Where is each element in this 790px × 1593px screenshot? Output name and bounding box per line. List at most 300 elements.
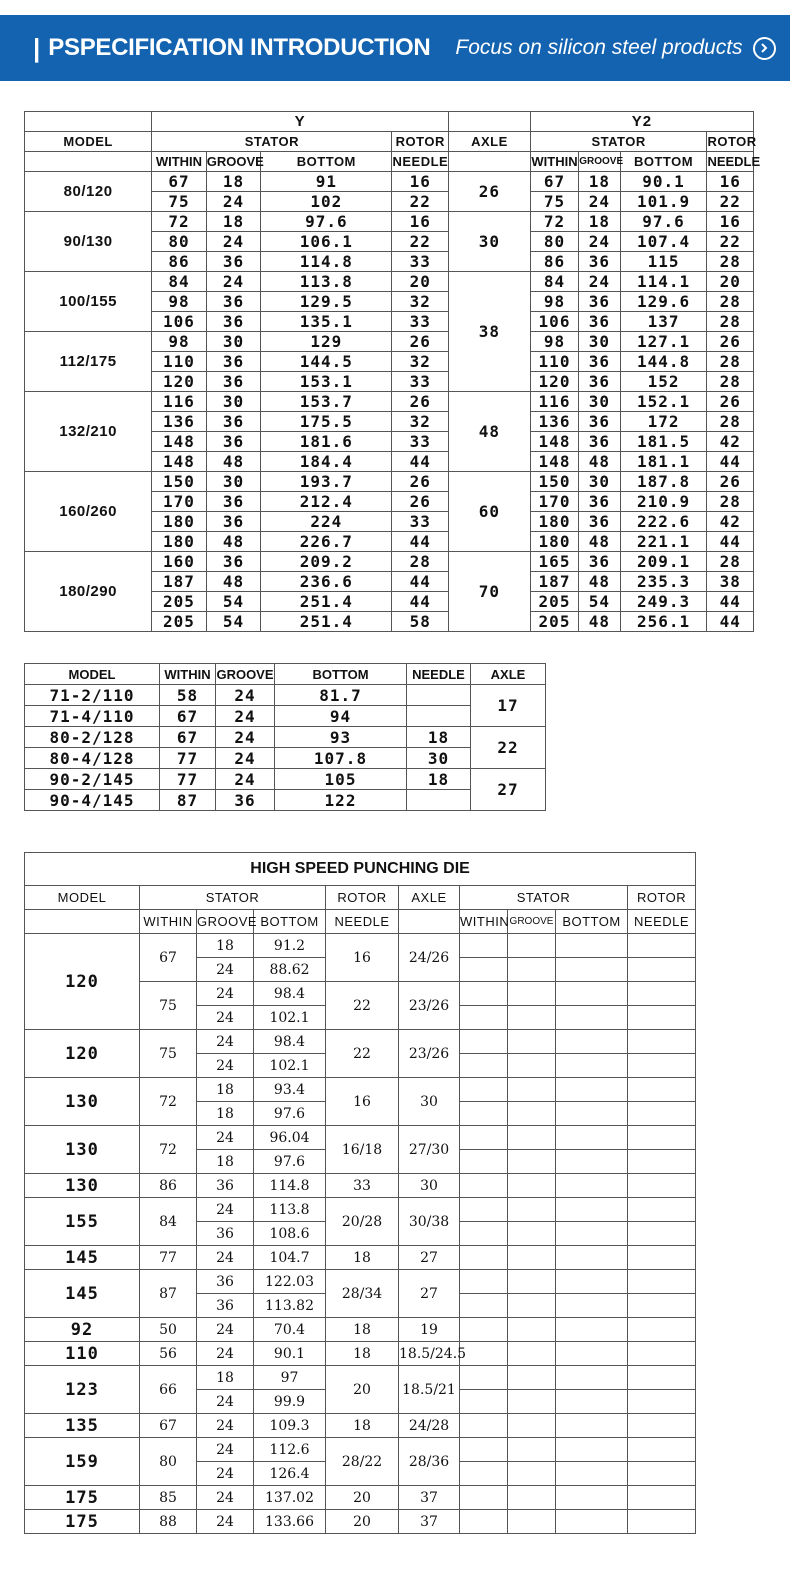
empty-cell bbox=[556, 1366, 628, 1390]
table-cell: 30 bbox=[579, 392, 620, 412]
axle-cell: 24/28 bbox=[399, 1414, 460, 1438]
within-cell: 50 bbox=[140, 1318, 197, 1342]
table-row bbox=[25, 272, 754, 292]
table-cell: 48 bbox=[206, 532, 261, 552]
header-row bbox=[25, 152, 754, 172]
empty-cell bbox=[460, 1486, 508, 1510]
table-row bbox=[25, 1342, 696, 1366]
empty-cell bbox=[556, 1390, 628, 1414]
axle-cell: 18.5/24.5 bbox=[399, 1342, 460, 1366]
table-cell bbox=[407, 706, 471, 727]
axle-cell: 24/26 bbox=[399, 934, 460, 982]
header-cell bbox=[399, 910, 460, 934]
table-cell: 16 bbox=[707, 212, 754, 232]
empty-cell bbox=[460, 1174, 508, 1198]
table-cell: 36 bbox=[206, 292, 261, 312]
table-cell: 101.9 bbox=[620, 192, 707, 212]
empty-cell bbox=[628, 1198, 696, 1222]
table-cell: 180 bbox=[152, 532, 207, 552]
empty-cell bbox=[556, 982, 628, 1006]
empty-cell bbox=[628, 1174, 696, 1198]
empty-cell bbox=[556, 1054, 628, 1078]
table-cell: 28 bbox=[707, 292, 754, 312]
table-cell: 153.1 bbox=[261, 372, 392, 392]
table-cell: 18 bbox=[579, 172, 620, 192]
table-cell: 16 bbox=[392, 212, 449, 232]
table-cell: 148 bbox=[530, 432, 578, 452]
empty-cell bbox=[556, 1486, 628, 1510]
axle-cell: 27 bbox=[399, 1270, 460, 1318]
empty-cell bbox=[460, 1126, 508, 1150]
table-cell: 152 bbox=[620, 372, 707, 392]
table-cell: 22 bbox=[392, 232, 449, 252]
table-cell: 148 bbox=[152, 452, 207, 472]
header-rotor: ROTOR bbox=[628, 886, 696, 910]
table-cell: 98 bbox=[530, 292, 578, 312]
needle-cell: 20 bbox=[326, 1486, 399, 1510]
header-within: WITHIN bbox=[460, 910, 508, 934]
empty-cell bbox=[508, 958, 556, 982]
empty-cell bbox=[556, 1294, 628, 1318]
bottom-cell: 70.4 bbox=[254, 1318, 326, 1342]
axle-cell: 37 bbox=[399, 1510, 460, 1534]
empty-cell bbox=[556, 1174, 628, 1198]
table-cell: 36 bbox=[579, 252, 620, 272]
empty-cell bbox=[508, 1486, 556, 1510]
axle-cell: 23/26 bbox=[399, 982, 460, 1030]
table-cell: 77 bbox=[160, 769, 216, 790]
table-cell: 148 bbox=[530, 452, 578, 472]
needle-cell: 22 bbox=[326, 982, 399, 1030]
empty-cell bbox=[628, 1390, 696, 1414]
groove-cell: 24 bbox=[197, 1510, 254, 1534]
table-row bbox=[25, 769, 546, 790]
table-cell: 116 bbox=[152, 392, 207, 412]
within-cell: 87 bbox=[140, 1270, 197, 1318]
bottom-cell: 93.4 bbox=[254, 1078, 326, 1102]
groove-cell: 36 bbox=[197, 1270, 254, 1294]
empty-cell bbox=[556, 1126, 628, 1150]
table-cell: 187 bbox=[152, 572, 207, 592]
empty-cell bbox=[508, 1030, 556, 1054]
table-cell: 205 bbox=[530, 592, 578, 612]
model-cell: 90/130 bbox=[25, 212, 152, 272]
groove-cell: 24 bbox=[197, 982, 254, 1006]
empty-cell bbox=[508, 1198, 556, 1222]
axle-cell: 30 bbox=[399, 1078, 460, 1126]
empty-cell bbox=[556, 1246, 628, 1270]
header-stator: STATOR bbox=[460, 886, 628, 910]
table-cell: 24 bbox=[216, 748, 275, 769]
groove-cell: 24 bbox=[197, 1006, 254, 1030]
table-cell: 48 bbox=[579, 532, 620, 552]
header-cell bbox=[449, 112, 531, 132]
table-cell: 36 bbox=[206, 312, 261, 332]
table-cell: 98 bbox=[152, 332, 207, 352]
table-row bbox=[25, 1510, 696, 1534]
model-cell: 130 bbox=[25, 1174, 140, 1198]
table-cell: 97.6 bbox=[261, 212, 392, 232]
empty-cell bbox=[628, 1054, 696, 1078]
bottom-cell: 90.1 bbox=[254, 1342, 326, 1366]
empty-cell bbox=[628, 1150, 696, 1174]
empty-cell bbox=[556, 1318, 628, 1342]
table-cell: 28 bbox=[707, 312, 754, 332]
table-cell: 129.6 bbox=[620, 292, 707, 312]
table-cell: 181.6 bbox=[261, 432, 392, 452]
table-cell: 26 bbox=[707, 332, 754, 352]
table-row bbox=[25, 790, 546, 811]
model-cell: 112/175 bbox=[25, 332, 152, 392]
header-groove: GROOVE bbox=[216, 664, 275, 685]
table-cell: 90.1 bbox=[620, 172, 707, 192]
table-cell: 212.4 bbox=[261, 492, 392, 512]
header-cell bbox=[449, 152, 531, 172]
table-row bbox=[25, 1414, 696, 1438]
table-cell: 91 bbox=[261, 172, 392, 192]
empty-cell bbox=[460, 1150, 508, 1174]
table-cell: 77 bbox=[160, 748, 216, 769]
axle-cell: 30/38 bbox=[399, 1198, 460, 1246]
within-cell: 84 bbox=[140, 1198, 197, 1246]
table-cell: 26 bbox=[707, 392, 754, 412]
table-cell: 18 bbox=[407, 769, 471, 790]
table-cell: 160 bbox=[152, 552, 207, 572]
empty-cell bbox=[460, 1438, 508, 1462]
table-cell: 36 bbox=[206, 252, 261, 272]
empty-cell bbox=[460, 1006, 508, 1030]
bottom-cell: 126.4 bbox=[254, 1462, 326, 1486]
needle-cell: 20/28 bbox=[326, 1198, 399, 1246]
table-cell: 105 bbox=[275, 769, 407, 790]
table-cell: 33 bbox=[392, 432, 449, 452]
table-row bbox=[25, 727, 546, 748]
table-cell: 180 bbox=[530, 512, 578, 532]
table-cell: 36 bbox=[579, 432, 620, 452]
table-cell: 181.1 bbox=[620, 452, 707, 472]
table-cell: 24 bbox=[216, 727, 275, 748]
empty-cell bbox=[628, 1342, 696, 1366]
model-cell: 120 bbox=[25, 1030, 140, 1078]
table-row bbox=[25, 1126, 696, 1150]
table-cell: 22 bbox=[707, 192, 754, 212]
table-cell: 97.6 bbox=[620, 212, 707, 232]
table-cell: 72 bbox=[152, 212, 207, 232]
within-cell: 67 bbox=[140, 1414, 197, 1438]
empty-cell bbox=[460, 1342, 508, 1366]
table-cell: 180 bbox=[152, 512, 207, 532]
header-rotor: ROTOR bbox=[326, 886, 399, 910]
table-row bbox=[25, 685, 546, 706]
table-cell: 28 bbox=[392, 552, 449, 572]
groove-cell: 18 bbox=[197, 1366, 254, 1390]
empty-cell bbox=[508, 1510, 556, 1534]
model-cell: 175 bbox=[25, 1486, 140, 1510]
table-cell: 36 bbox=[579, 352, 620, 372]
empty-cell bbox=[628, 1294, 696, 1318]
empty-cell bbox=[508, 1318, 556, 1342]
table-cell: 30 bbox=[206, 392, 261, 412]
header-stator: STATOR bbox=[140, 886, 326, 910]
table-cell: 44 bbox=[392, 452, 449, 472]
table-cell: 221.1 bbox=[620, 532, 707, 552]
table-cell: 36 bbox=[579, 292, 620, 312]
bottom-cell: 88.62 bbox=[254, 958, 326, 982]
axle-cell: 17 bbox=[471, 685, 546, 727]
table-cell: 44 bbox=[392, 572, 449, 592]
caption-row bbox=[25, 853, 696, 886]
axle-cell: 27 bbox=[471, 769, 546, 811]
empty-cell bbox=[556, 1078, 628, 1102]
table-cell: 94 bbox=[275, 706, 407, 727]
table-cell: 106.1 bbox=[261, 232, 392, 252]
needle-cell: 18 bbox=[326, 1414, 399, 1438]
table-cell: 114.1 bbox=[620, 272, 707, 292]
header-groove: GROOVE bbox=[206, 152, 261, 172]
table-cell: 54 bbox=[579, 592, 620, 612]
model-cell: 71-4/110 bbox=[25, 706, 160, 727]
table-cell: 33 bbox=[392, 252, 449, 272]
table-cell: 67 bbox=[152, 172, 207, 192]
bottom-cell: 102.1 bbox=[254, 1054, 326, 1078]
groove-cell: 24 bbox=[197, 1198, 254, 1222]
header-groove: GROOVE bbox=[197, 910, 254, 934]
needle-cell: 16 bbox=[326, 934, 399, 982]
table-cell: 249.3 bbox=[620, 592, 707, 612]
needle-cell: 18 bbox=[326, 1246, 399, 1270]
table-cell: 28 bbox=[707, 412, 754, 432]
empty-cell bbox=[628, 1126, 696, 1150]
table-cell: 235.3 bbox=[620, 572, 707, 592]
table-cell: 32 bbox=[392, 352, 449, 372]
table-cell: 26 bbox=[392, 472, 449, 492]
needle-cell: 20 bbox=[326, 1510, 399, 1534]
table-cell: 18 bbox=[206, 172, 261, 192]
table-cell: 98 bbox=[530, 332, 578, 352]
table-cell: 26 bbox=[392, 392, 449, 412]
table-cell: 48 bbox=[579, 572, 620, 592]
needle-cell: 16 bbox=[326, 1078, 399, 1126]
table-cell: 48 bbox=[206, 572, 261, 592]
header-cell bbox=[25, 112, 152, 132]
axle-cell: 38 bbox=[449, 272, 531, 392]
groove-cell: 36 bbox=[197, 1174, 254, 1198]
model-cell: 159 bbox=[25, 1438, 140, 1486]
header-bottom: BOTTOM bbox=[254, 910, 326, 934]
table-cell: 150 bbox=[152, 472, 207, 492]
table-cell: 165 bbox=[530, 552, 578, 572]
table-cell: 175.5 bbox=[261, 412, 392, 432]
small-motor-spec-table bbox=[24, 663, 546, 811]
header-bottom: BOTTOM bbox=[620, 152, 707, 172]
model-cell: 132/210 bbox=[25, 392, 152, 472]
axle-cell: 70 bbox=[449, 552, 531, 632]
table-cell: 170 bbox=[530, 492, 578, 512]
axle-cell: 23/26 bbox=[399, 1030, 460, 1078]
table-cell: 93 bbox=[275, 727, 407, 748]
empty-cell bbox=[628, 1366, 696, 1390]
table-cell: 251.4 bbox=[261, 592, 392, 612]
table-cell: 209.1 bbox=[620, 552, 707, 572]
model-cell: 180/290 bbox=[25, 552, 152, 632]
groove-cell: 24 bbox=[197, 1030, 254, 1054]
empty-cell bbox=[460, 1510, 508, 1534]
table-row bbox=[25, 934, 696, 958]
table-row bbox=[25, 392, 754, 412]
empty-cell bbox=[460, 1390, 508, 1414]
bottom-cell: 97.6 bbox=[254, 1150, 326, 1174]
table-cell: 106 bbox=[530, 312, 578, 332]
table-row bbox=[25, 1078, 696, 1102]
within-cell: 72 bbox=[140, 1078, 197, 1126]
empty-cell bbox=[628, 1510, 696, 1534]
table-cell: 36 bbox=[206, 492, 261, 512]
header-cell bbox=[25, 152, 152, 172]
empty-cell bbox=[556, 1510, 628, 1534]
empty-cell bbox=[628, 1030, 696, 1054]
table-cell: 150 bbox=[530, 472, 578, 492]
table-cell: 222.6 bbox=[620, 512, 707, 532]
empty-cell bbox=[460, 1414, 508, 1438]
empty-cell bbox=[460, 1462, 508, 1486]
table-cell: 36 bbox=[579, 552, 620, 572]
empty-cell bbox=[460, 1222, 508, 1246]
empty-cell bbox=[628, 1462, 696, 1486]
table-cell: 226.7 bbox=[261, 532, 392, 552]
header-stator: STATOR bbox=[530, 132, 707, 152]
empty-cell bbox=[460, 1246, 508, 1270]
within-cell: 67 bbox=[140, 934, 197, 982]
axle-cell: 19 bbox=[399, 1318, 460, 1342]
header-axle: AXLE bbox=[449, 132, 531, 152]
within-cell: 88 bbox=[140, 1510, 197, 1534]
header-rotor: ROTOR bbox=[707, 132, 754, 152]
bottom-cell: 91.2 bbox=[254, 934, 326, 958]
group-header-y: Y bbox=[152, 112, 449, 132]
table-cell: 116 bbox=[530, 392, 578, 412]
table-cell: 251.4 bbox=[261, 612, 392, 632]
table-cell: 84 bbox=[530, 272, 578, 292]
table-cell: 16 bbox=[392, 172, 449, 192]
empty-cell bbox=[556, 1222, 628, 1246]
header-needle: NEEDLE bbox=[707, 152, 754, 172]
table-cell: 44 bbox=[392, 532, 449, 552]
table-row bbox=[25, 332, 754, 352]
empty-cell bbox=[460, 1102, 508, 1126]
table-cell: 205 bbox=[530, 612, 578, 632]
header-within: WITHIN bbox=[140, 910, 197, 934]
table-row bbox=[25, 172, 754, 192]
header-bottom: BOTTOM bbox=[261, 152, 392, 172]
table-cell: 26 bbox=[392, 492, 449, 512]
header-needle: NEEDLE bbox=[407, 664, 471, 685]
bottom-cell: 98.4 bbox=[254, 982, 326, 1006]
table-cell: 86 bbox=[152, 252, 207, 272]
bottom-cell: 114.8 bbox=[254, 1174, 326, 1198]
empty-cell bbox=[628, 1246, 696, 1270]
header-bottom: BOTTOM bbox=[556, 910, 628, 934]
header-row bbox=[25, 910, 696, 934]
table-cell: 135.1 bbox=[261, 312, 392, 332]
empty-cell bbox=[556, 958, 628, 982]
model-cell: 71-2/110 bbox=[25, 685, 160, 706]
model-cell: 90-4/145 bbox=[25, 790, 160, 811]
empty-cell bbox=[460, 1054, 508, 1078]
groove-cell: 24 bbox=[197, 958, 254, 982]
table-cell: 210.9 bbox=[620, 492, 707, 512]
within-cell: 77 bbox=[140, 1246, 197, 1270]
within-cell: 80 bbox=[140, 1438, 197, 1486]
groove-cell: 18 bbox=[197, 1102, 254, 1126]
table-cell: 30 bbox=[206, 472, 261, 492]
table-row bbox=[25, 1270, 696, 1294]
table-cell: 36 bbox=[579, 312, 620, 332]
table-cell: 67 bbox=[160, 727, 216, 748]
page-title: PSPECIFICATION INTRODUCTION bbox=[48, 34, 431, 61]
header-groove: GROOVE bbox=[579, 152, 620, 172]
empty-cell bbox=[508, 1102, 556, 1126]
empty-cell bbox=[556, 1270, 628, 1294]
model-cell: 160/260 bbox=[25, 472, 152, 552]
table-cell: 30 bbox=[579, 332, 620, 352]
table-cell: 136 bbox=[152, 412, 207, 432]
table-row bbox=[25, 706, 546, 727]
model-cell: 80-4/128 bbox=[25, 748, 160, 769]
empty-cell bbox=[628, 1438, 696, 1462]
bottom-cell: 133.66 bbox=[254, 1510, 326, 1534]
chevron-right-circle-icon[interactable] bbox=[753, 37, 776, 60]
table-row bbox=[25, 1486, 696, 1510]
bottom-cell: 113.8 bbox=[254, 1198, 326, 1222]
empty-cell bbox=[508, 1390, 556, 1414]
table-row bbox=[25, 1318, 696, 1342]
empty-cell bbox=[628, 958, 696, 982]
empty-cell bbox=[628, 1222, 696, 1246]
header-axle: AXLE bbox=[471, 664, 546, 685]
table-row bbox=[25, 1030, 696, 1054]
model-cell: 130 bbox=[25, 1126, 140, 1174]
axle-cell: 30 bbox=[449, 212, 531, 272]
table-cell: 107.8 bbox=[275, 748, 407, 769]
empty-cell bbox=[508, 934, 556, 958]
empty-cell bbox=[556, 1414, 628, 1438]
empty-cell bbox=[556, 1030, 628, 1054]
table-cell: 36 bbox=[206, 412, 261, 432]
groove-cell: 18 bbox=[197, 1078, 254, 1102]
header-groove: GROOVE bbox=[508, 910, 556, 934]
table-cell: 36 bbox=[579, 412, 620, 432]
axle-cell: 30 bbox=[399, 1174, 460, 1198]
table-cell: 30 bbox=[579, 472, 620, 492]
empty-cell bbox=[508, 1174, 556, 1198]
groove-cell: 24 bbox=[197, 1414, 254, 1438]
axle-cell: 18.5/21 bbox=[399, 1366, 460, 1414]
groove-cell: 24 bbox=[197, 1246, 254, 1270]
table-cell: 75 bbox=[152, 192, 207, 212]
empty-cell bbox=[556, 1342, 628, 1366]
axle-cell: 48 bbox=[449, 392, 531, 472]
table-cell: 24 bbox=[206, 272, 261, 292]
axle-cell: 27/30 bbox=[399, 1126, 460, 1174]
empty-cell bbox=[628, 1486, 696, 1510]
axle-cell: 37 bbox=[399, 1486, 460, 1510]
bottom-cell: 137.02 bbox=[254, 1486, 326, 1510]
model-cell: 155 bbox=[25, 1198, 140, 1246]
bottom-cell: 96.04 bbox=[254, 1126, 326, 1150]
within-cell: 66 bbox=[140, 1366, 197, 1414]
table-cell: 28 bbox=[707, 492, 754, 512]
within-cell: 86 bbox=[140, 1174, 197, 1198]
